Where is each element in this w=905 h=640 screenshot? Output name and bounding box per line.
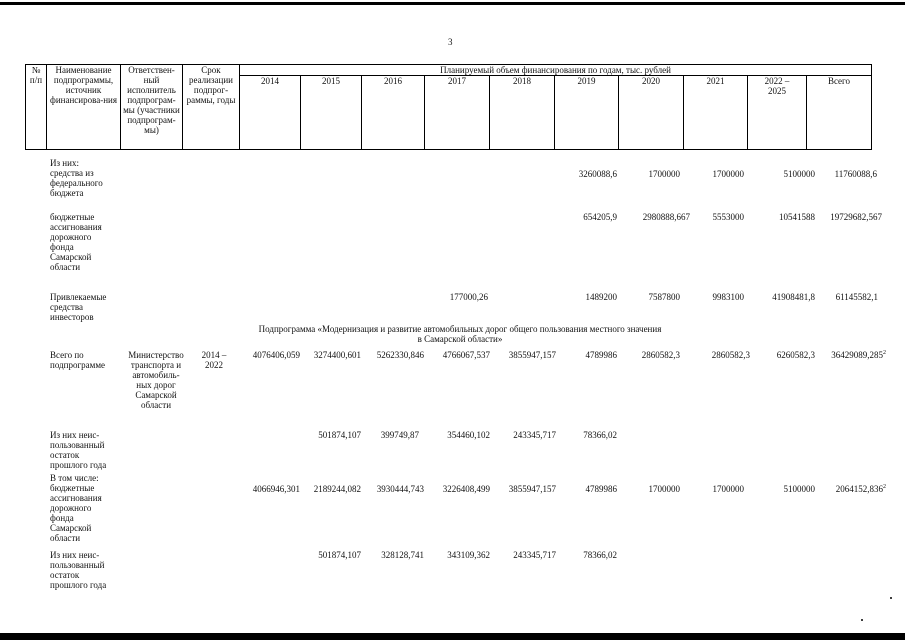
- cell-budget-2020: 2980888,667: [642, 212, 690, 222]
- cell-unused1-2018: 243345,717: [513, 430, 556, 440]
- planned-header: Планируемый объем финансирования по годам, тыс. рублей: [240, 65, 872, 76]
- cell-investors-2020: 7587800: [648, 292, 680, 302]
- cell-budget-total: 19729682,567: [830, 212, 882, 222]
- cell-budget-2021: 5553000: [712, 212, 744, 222]
- cell-investors-2021: 9983100: [712, 292, 744, 302]
- top-border: [0, 2, 905, 5]
- cell-federal-2019: 3260088,6: [578, 169, 617, 179]
- row-unused1-label: Из них неис- пользованный остаток прошлого года: [50, 430, 107, 470]
- cell-total-total: [816, 350, 886, 360]
- cell-total-2019: 4789986: [585, 350, 617, 360]
- cell-unused2-2019: 78366,02: [583, 550, 617, 560]
- cell-federal-2020: 1700000: [648, 169, 680, 179]
- cell-unused1-2019: 78366,02: [583, 430, 617, 440]
- cell-unused1-2015: 501874,107: [318, 430, 361, 440]
- cell-unused2-2017: 343109,362: [447, 550, 490, 560]
- year-header-2015: 2015: [301, 76, 362, 150]
- cell-total-2022: 6260582,3: [776, 350, 815, 360]
- cell-federal-total: 11760088,6: [834, 169, 877, 179]
- cell-total-2017: 4766067,537: [442, 350, 490, 360]
- cell-total-2018: 3855947,157: [508, 350, 556, 360]
- bottom-border: [0, 633, 905, 640]
- header-table: [25, 64, 872, 150]
- row-total-period: 2014 – 2022: [201, 350, 227, 370]
- cell-unused1-2016: 399749,87: [380, 430, 419, 440]
- col-period-header: Срок реализации подпрог-раммы, годы: [183, 65, 240, 150]
- cell-federal-2022: 5100000: [783, 169, 815, 179]
- cell-budget-2019: 654205,9: [583, 212, 617, 222]
- scan-speck: [890, 597, 892, 599]
- row-total-label: Всего по подпрограмме: [50, 350, 106, 370]
- year-header-2017: 2017: [425, 76, 490, 150]
- subprogram-title: Подпрограмма «Модернизация и развитие автомобильных дорог общего пользования местного значения в Самарской области»: [258, 324, 662, 344]
- row-federal-label: Из них: средства из федерального бюджета: [50, 158, 103, 198]
- row-investors-label: Привлекаемые средства инвесторов: [50, 292, 107, 322]
- row-budget-label: бюджетные ассигнования дорожного фонда Самарской области: [50, 212, 102, 272]
- cell-incl-2022: 5100000: [783, 484, 815, 494]
- year-header-2014: 2014: [240, 76, 301, 150]
- cell-incl-2018: 3855947,157: [508, 484, 556, 494]
- year-header-2019: 2019: [555, 76, 619, 150]
- cell-incl-total-footnote: 2: [883, 484, 886, 490]
- year-header-2016: 2016: [362, 76, 425, 150]
- cell-unused1-2017: 354460,102: [447, 430, 490, 440]
- cell-incl-2014: 4066946,301: [252, 484, 300, 494]
- row-total-responsible: Министерство транспорта и автомобиль- ных дорог Самарской области: [128, 350, 184, 410]
- row-incl-budget-label: В том числе: бюджетные ассигнования дорожного фонда Самарской области: [50, 473, 102, 543]
- cell-unused2-2018: 243345,717: [513, 550, 556, 560]
- page-number: 3: [448, 37, 453, 47]
- year-header-2022-2025: 2022 – 2025: [748, 76, 807, 150]
- cell-total-2020: 2860582,3: [641, 350, 680, 360]
- year-header-2018: 2018: [490, 76, 555, 150]
- cell-investors-2022: 41908481,8: [772, 292, 815, 302]
- row-unused2-label: Из них неис- пользованный остаток прошлого года: [50, 550, 107, 590]
- cell-total-total-footnote: 2: [883, 350, 886, 356]
- cell-investors-2017: 177000,26: [449, 292, 488, 302]
- cell-unused2-2015: 501874,107: [318, 550, 361, 560]
- cell-total-2016: 5262330,846: [376, 350, 424, 360]
- col-name-header: Наименование подпрограммы, источник финансирова-ния: [47, 65, 121, 150]
- year-header-2020: 2020: [619, 76, 684, 150]
- col-num-header: № п/п: [26, 65, 47, 150]
- scan-speck: [861, 619, 863, 621]
- cell-incl-2020: 1700000: [648, 484, 680, 494]
- year-header-total: Всего: [807, 76, 872, 150]
- cell-incl-2015: 2189244,082: [313, 484, 361, 494]
- cell-total-2015: 3274400,601: [313, 350, 361, 360]
- cell-investors-total: 61145582,1: [835, 292, 878, 302]
- cell-total-2021: 2860582,3: [711, 350, 750, 360]
- cell-incl-2021: 1700000: [712, 484, 744, 494]
- cell-total-total-value: 36429089,285: [831, 350, 883, 360]
- cell-unused2-2016: 328128,741: [381, 550, 424, 560]
- cell-budget-2022: 10541588: [779, 212, 815, 222]
- year-header-2021: 2021: [684, 76, 748, 150]
- cell-incl-2016: 3930444,743: [376, 484, 424, 494]
- col-responsible-header: Ответствен-ный исполнитель подпрограм-мы (участники подпрограм-мы): [121, 65, 183, 150]
- cell-incl-2019: 4789986: [585, 484, 617, 494]
- cell-total-2014: 4076406,059: [252, 350, 300, 360]
- cell-incl-total: [816, 484, 886, 494]
- cell-incl-total-value: 2064152,836: [835, 484, 883, 494]
- cell-incl-2017: 3226408,499: [442, 484, 490, 494]
- cell-investors-2019: 1489200: [585, 292, 617, 302]
- cell-federal-2021: 1700000: [712, 169, 744, 179]
